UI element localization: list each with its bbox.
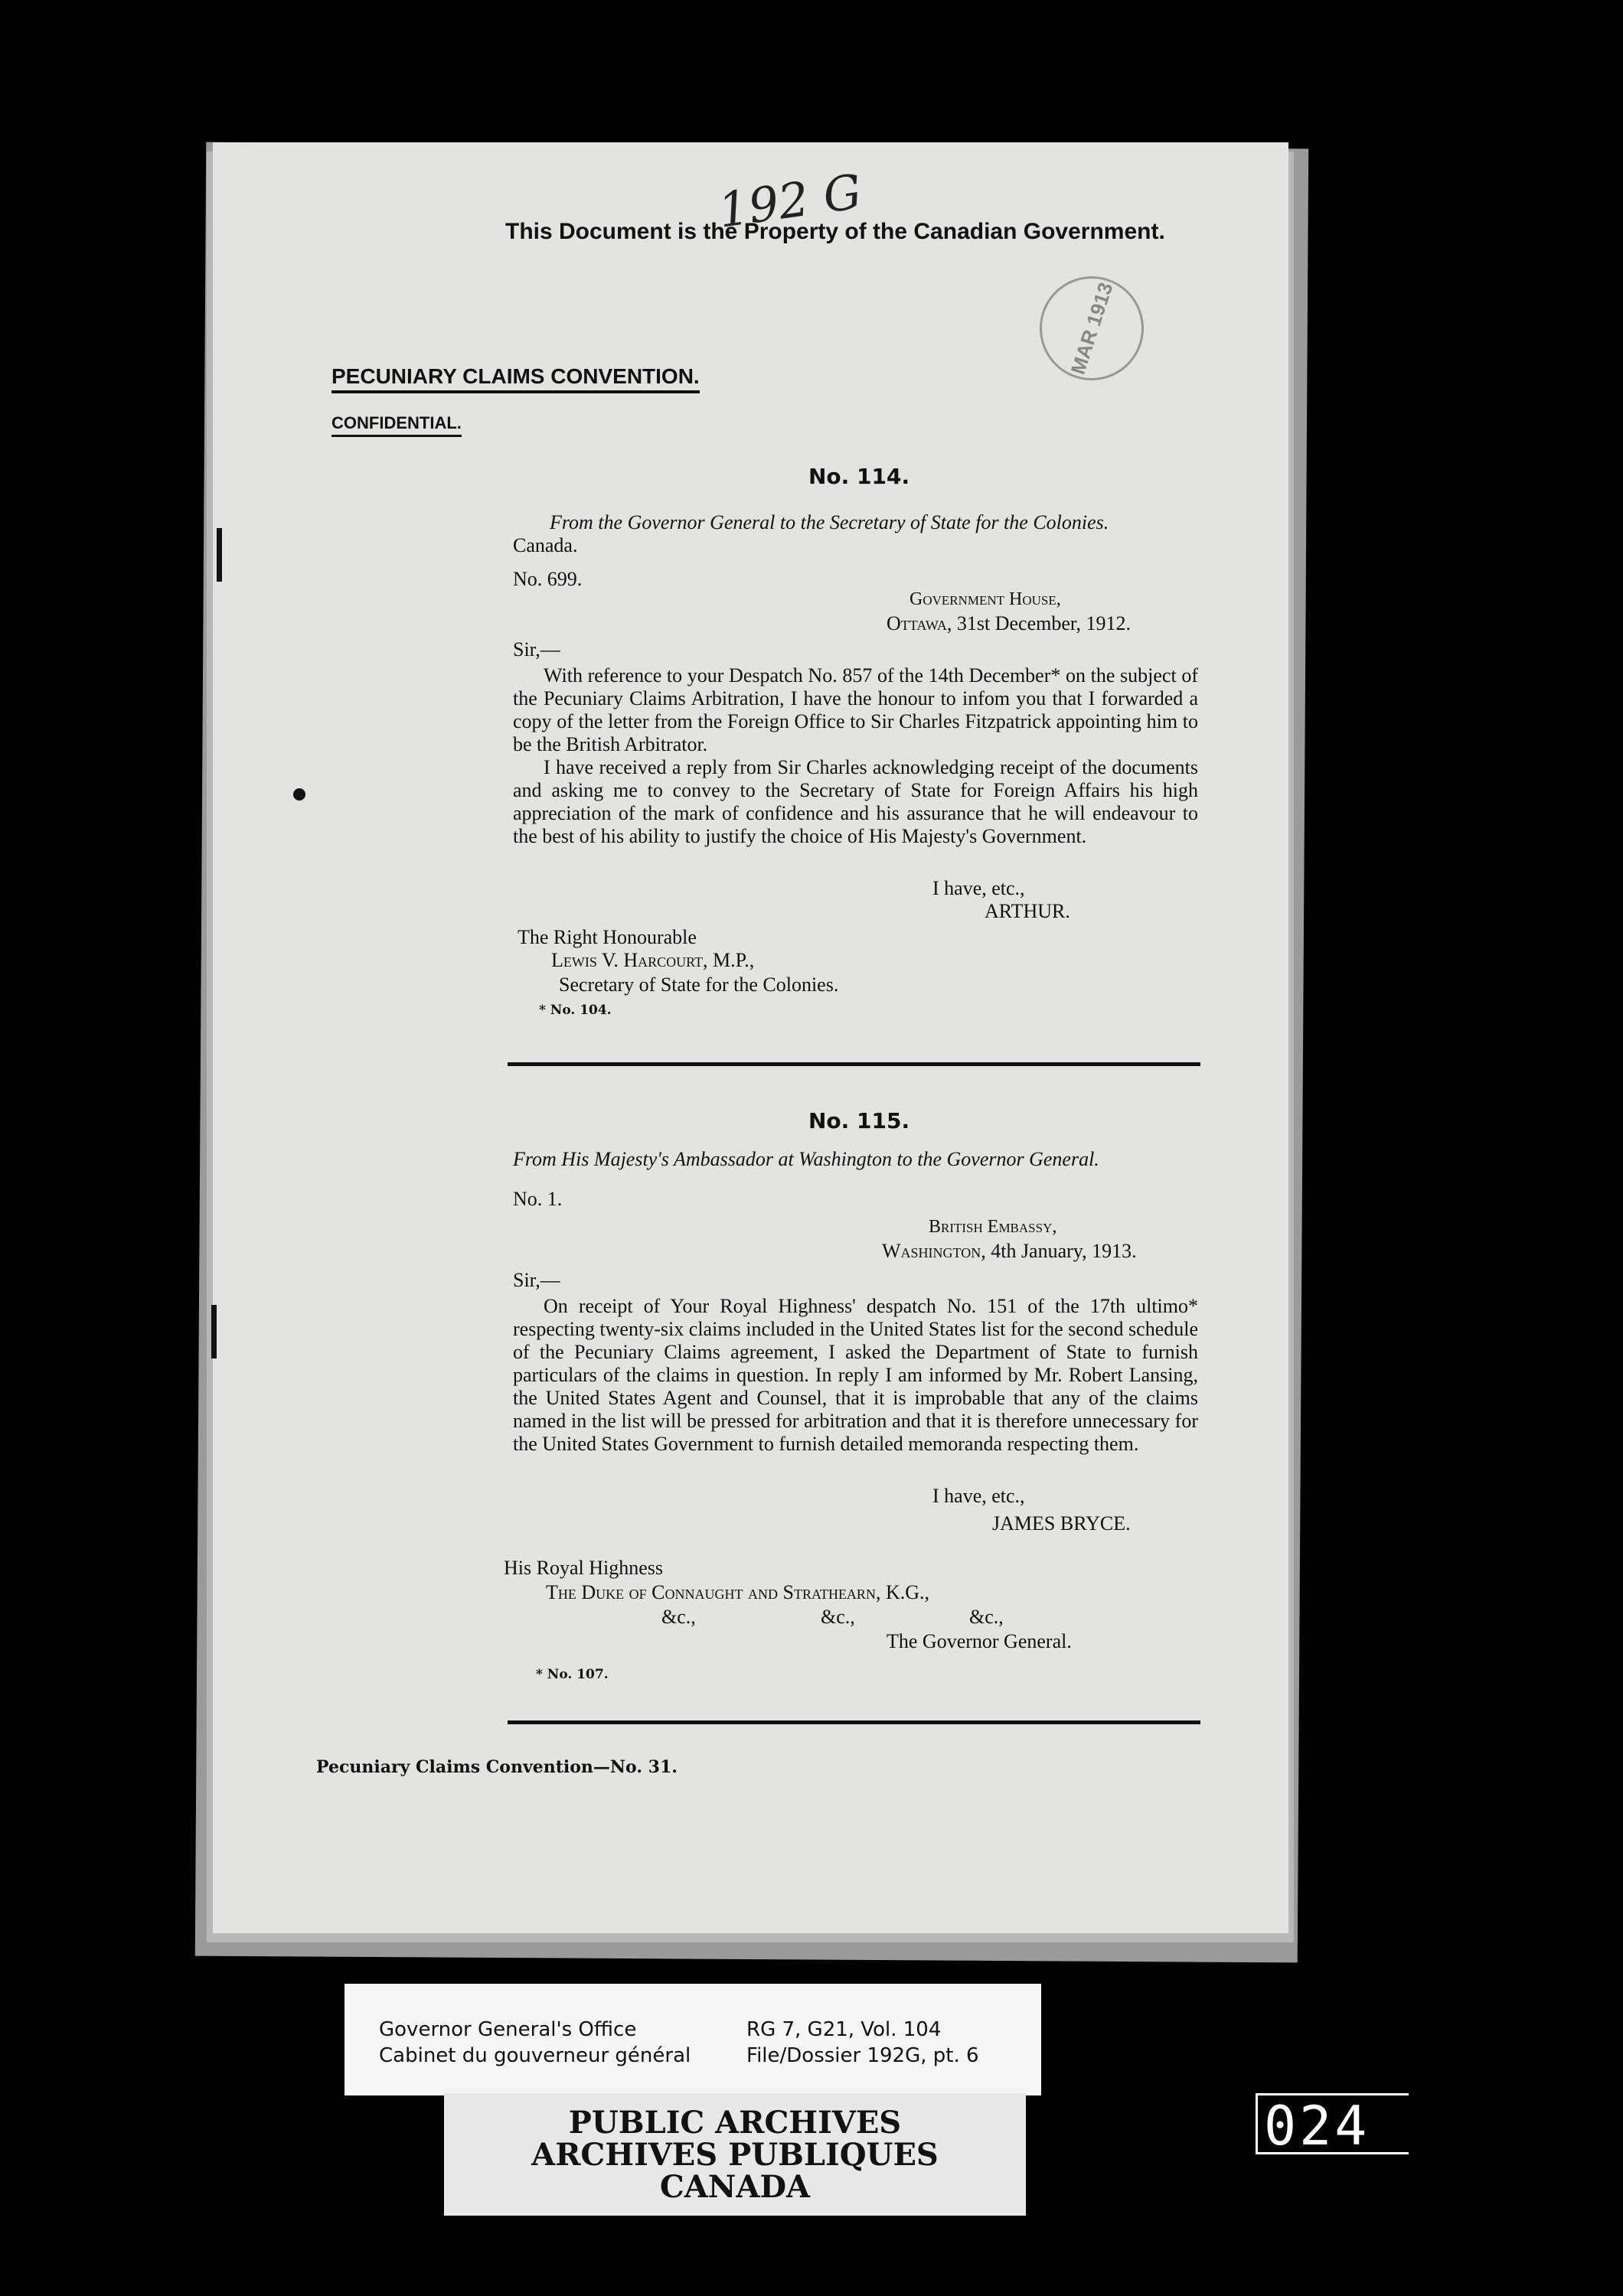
section-divider-2	[508, 1720, 1200, 1724]
despatch-115-from: From His Majesty's Ambassador at Washington to the Governor General.	[513, 1148, 1099, 1170]
convention-heading: PECUNIARY CLAIMS CONVENTION.	[331, 364, 700, 393]
margin-mark-1	[217, 528, 222, 582]
despatch-114-from: From the Governor General to the Secretary of State for the Colonies.	[550, 511, 1109, 533]
despatch-114-para-1: With reference to your Despatch No. 857 of the 14th December* on the subject of the Pecuniary Claims Arbitration, I have the honour to infom you that I forwarded a copy of the letter from the Foreign Office to Sir Charles Fitzpatrick appointing him to be the British Arbitrator.	[513, 664, 1198, 755]
despatch-114-address-line1: Government House,	[909, 589, 1061, 609]
archives-line-2: ARCHIVES PUBLIQUES	[531, 2137, 939, 2173]
despatch-114-footnote: * No. 104.	[539, 1003, 612, 1018]
despatch-115-etc-3: &c.,	[969, 1606, 1004, 1628]
received-stamp-text: MAR 1913	[1066, 279, 1117, 377]
despatch-115-body	[513, 1295, 1198, 1456]
property-notice: This Document is the Property of the Canadian Government.	[505, 219, 1165, 244]
despatch-114-addressee-suffix: M.P.,	[713, 949, 755, 971]
despatch-114-body	[513, 664, 1198, 848]
despatch-115-footnote: * No. 107.	[536, 1667, 609, 1682]
despatch-115-number: No. 115.	[808, 1108, 910, 1133]
archive-office-en: Governor General's Office	[379, 2018, 637, 2041]
document-page	[213, 142, 1288, 1933]
despatch-114-number: No. 114.	[808, 464, 910, 489]
despatch-115-address-date: 4th January, 1913.	[991, 1240, 1137, 1262]
despatch-115-salutation: Sir,—	[513, 1269, 560, 1291]
despatch-115-address-line1: British Embassy,	[929, 1217, 1057, 1237]
despatch-114-para-2: I have received a reply from Sir Charles acknowledging receipt of the documents and asking me to convey to the Secretary of State for Foreign Affairs his high appreciation of the mark of confidence and his assurance that he will endeavour to the best of his ability to justify the choice of His Majesty's Government.	[513, 756, 1198, 847]
despatch-115-ref: No. 1.	[513, 1188, 563, 1210]
despatch-114-address-line2	[887, 612, 1131, 635]
despatch-115-addressee-line1: His Royal Highness	[504, 1557, 663, 1579]
despatch-115-addressee-suffix: K.G.,	[885, 1581, 930, 1603]
despatch-115-signature: JAMES BRYCE.	[992, 1512, 1131, 1534]
confidential-label: CONFIDENTIAL.	[331, 413, 462, 437]
despatch-114-addressee-name: Lewis V. Harcourt,	[551, 949, 708, 971]
despatch-114-salutation: Sir,—	[513, 638, 560, 660]
archives-line-3: CANADA	[659, 2169, 811, 2205]
despatch-114-address-date: 31st December, 1912.	[956, 612, 1132, 634]
despatch-114-address-place: Ottawa,	[887, 612, 952, 634]
frame-counter: 024	[1256, 2093, 1409, 2154]
despatch-115-addressee-line2	[546, 1581, 929, 1604]
despatch-114-closing: I have, etc.,	[932, 877, 1025, 899]
section-divider-1	[508, 1062, 1200, 1066]
despatch-115-address-place: Washington,	[882, 1240, 986, 1262]
archive-ref: RG 7, G21, Vol. 104	[746, 2018, 942, 2041]
archive-file: File/Dossier 192G, pt. 6	[746, 2044, 979, 2067]
margin-blot	[293, 788, 305, 801]
despatch-115-address-line2	[882, 1240, 1137, 1263]
archive-office-fr: Cabinet du gouverneur général	[379, 2044, 691, 2067]
despatch-115-addressee-title: The Governor General.	[887, 1630, 1072, 1652]
archive-reference-label	[345, 1984, 1041, 2095]
despatch-115-closing: I have, etc.,	[932, 1485, 1025, 1507]
despatch-114-signature: ARTHUR.	[985, 900, 1070, 922]
despatch-115-addressee-name: The Duke of Connaught and Strathearn,	[546, 1581, 881, 1603]
despatch-114-addressee-title: Secretary of State for the Colonies.	[559, 974, 839, 996]
despatch-115-etc-1: &c.,	[661, 1606, 696, 1628]
despatch-114-addressee-line1: The Right Honourable	[518, 926, 697, 948]
footer-series: Pecuniary Claims Convention—No. 31.	[316, 1757, 678, 1777]
handwritten-file-number: 192 G	[714, 163, 865, 239]
margin-mark-2	[211, 1305, 217, 1358]
despatch-115-etc-2: &c.,	[821, 1606, 855, 1628]
despatch-115-para-1: On receipt of Your Royal Highness' despatch No. 151 of the 17th ultimo* respecting twenty-six claims included in the United States list for the second schedule of the Pecuniary Claims agreement, I asked the Department of State to furnish particulars of the claims in question. In reply I am informed by Mr. Robert Lansing, the United States Agent and Counsel, that it is improbable that any of the claims named in the list will be pressed for arbitration and that it is therefore unnecessary for the United States Government to furnish detailed memoranda respecting them.	[513, 1295, 1198, 1455]
received-stamp	[1026, 263, 1157, 393]
public-archives-stamp	[444, 2093, 1026, 2216]
despatch-114-ref: No. 699.	[513, 568, 583, 590]
despatch-114-place: Canada.	[513, 534, 578, 556]
despatch-114-addressee-line2	[551, 949, 754, 972]
archives-line-1: PUBLIC ARCHIVES	[568, 2105, 902, 2141]
